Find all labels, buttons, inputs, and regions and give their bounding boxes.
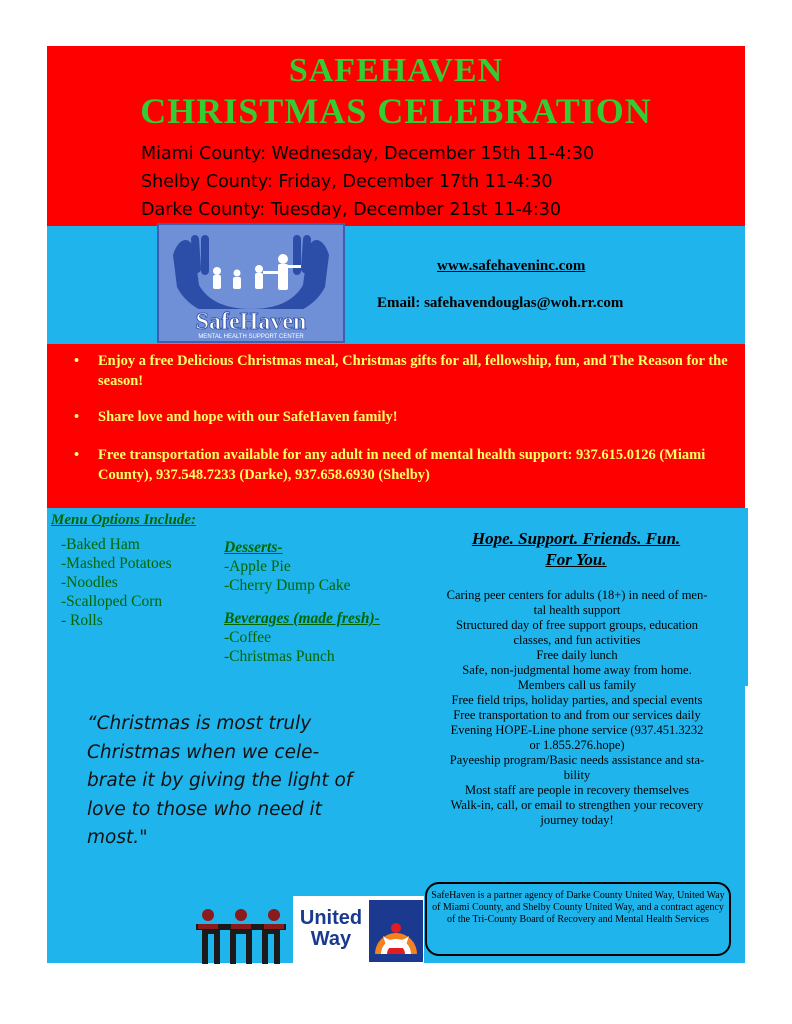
contact-band	[47, 226, 745, 344]
tagline-line-2: For You.	[545, 550, 607, 569]
beverage-item: -Coffee	[224, 629, 272, 646]
hands-icon	[159, 225, 343, 341]
title-line-1: SAFEHAVEN	[288, 52, 504, 89]
services-line: Structured day of free support groups, education	[456, 618, 698, 632]
services-line: Payeeship program/Basic needs assistance and sta-	[449, 753, 705, 767]
bullet-text: Share love and hope with our SafeHaven family!	[98, 409, 398, 425]
quote-line: most."	[87, 827, 148, 848]
bullet-dot-icon: •	[74, 353, 80, 369]
email-contact[interactable]: Email: safehavendouglas@woh.rr.com	[377, 295, 624, 311]
quote-line: brate it by giving the light of	[87, 770, 353, 791]
menu-item: -Noodles	[61, 574, 118, 591]
logo-text: SafeHaven	[195, 309, 307, 335]
safehaven-logo	[157, 223, 345, 343]
menu-item: -Baked Ham	[61, 536, 140, 553]
services-line: Free daily lunch	[536, 648, 618, 662]
people-icon	[194, 908, 288, 964]
bullet-item	[74, 445, 738, 485]
logo-subtitle: MENTAL HEALTH SUPPORT CENTER	[198, 334, 304, 340]
menu-item: -Mashed Potatoes	[61, 555, 172, 572]
schedule-darke: Darke County: Tuesday, December 21st 11-4:30	[141, 200, 562, 220]
menu-header: Menu Options Include:	[51, 512, 197, 528]
services-line: bility	[563, 768, 591, 782]
title-line-2: CHRISTMAS CELEBRATION	[140, 91, 652, 131]
schedule-shelby: Shelby County: Friday, December 17th 11-4:30	[141, 172, 553, 192]
quote-line: love to those who need it	[87, 798, 322, 820]
desserts-header: Desserts-	[224, 539, 283, 556]
services-line: Safe, non-judgmental home away from home.	[462, 663, 692, 677]
services-line: Members call us family	[517, 678, 637, 692]
services-line: or 1.855.276.hope)	[529, 738, 625, 752]
schedule-miami: Miami County: Wednesday, December 15th 11-4:30	[141, 144, 595, 164]
services-line: Caring peer centers for adults (18+) in need of men-	[446, 588, 708, 602]
services-line: journey today!	[540, 813, 614, 827]
services-line: Free field trips, holiday parties, and special events	[451, 693, 703, 707]
bullet-text: Enjoy a free Delicious Christmas meal, Christmas gifts for all, fellowship, fun, and The Reason for the season!	[98, 353, 728, 389]
website-link[interactable]: www.safehaveninc.com	[437, 258, 586, 274]
tagline-line-1: Hope. Support. Friends. Fun.	[471, 529, 681, 548]
bullet-item	[74, 407, 738, 427]
christmas-quote	[87, 710, 362, 853]
services-line: Free transportation to and from our services daily	[453, 708, 701, 722]
quote-line: Christmas when we cele-	[87, 741, 320, 763]
quote-line: “Christmas is most truly	[87, 713, 312, 734]
bullet-dot-icon: •	[74, 447, 80, 463]
dessert-item: -Cherry Dump Cake	[224, 577, 351, 594]
services-list	[426, 588, 728, 828]
united-way-text	[293, 908, 369, 950]
beverage-item: -Christmas Punch	[224, 648, 335, 665]
united-way-hand-icon	[369, 900, 423, 962]
services-line: Most staff are people in recovery themselves	[465, 783, 689, 797]
tagline	[438, 528, 714, 570]
services-line: classes, and fun activities	[513, 633, 641, 647]
beverages-header: Beverages (made fresh)-	[224, 610, 380, 627]
bullet-item	[74, 351, 738, 391]
services-line: Evening HOPE-Line phone service (937.451.3232	[450, 723, 704, 737]
bullet-dot-icon: •	[74, 409, 80, 425]
bullet-text: Free transportation available for any adult in need of mental health support: 937.615.0126 (Miami County), 937.548.7233 (Darke), 937.658.6930 (Shelby)	[98, 447, 706, 483]
header-banner	[47, 46, 745, 226]
united-way-line-2: Way	[310, 928, 352, 950]
services-line: Walk-in, call, or email to strengthen your recovery	[450, 798, 704, 812]
partner-notice: SafeHaven is a partner agency of Darke County United Way, United Way of Miami County, and Shelby County United Way, and a contract agency of the Tri-County Board of Recovery and Mental Health Services	[425, 882, 731, 956]
united-way-line-1: United	[299, 907, 363, 929]
services-line: tal health support	[533, 603, 621, 617]
menu-item: - Rolls	[61, 612, 103, 629]
menu-item: -Scalloped Corn	[61, 593, 163, 610]
dessert-item: -Apple Pie	[224, 558, 291, 575]
united-way-logo	[293, 896, 424, 964]
